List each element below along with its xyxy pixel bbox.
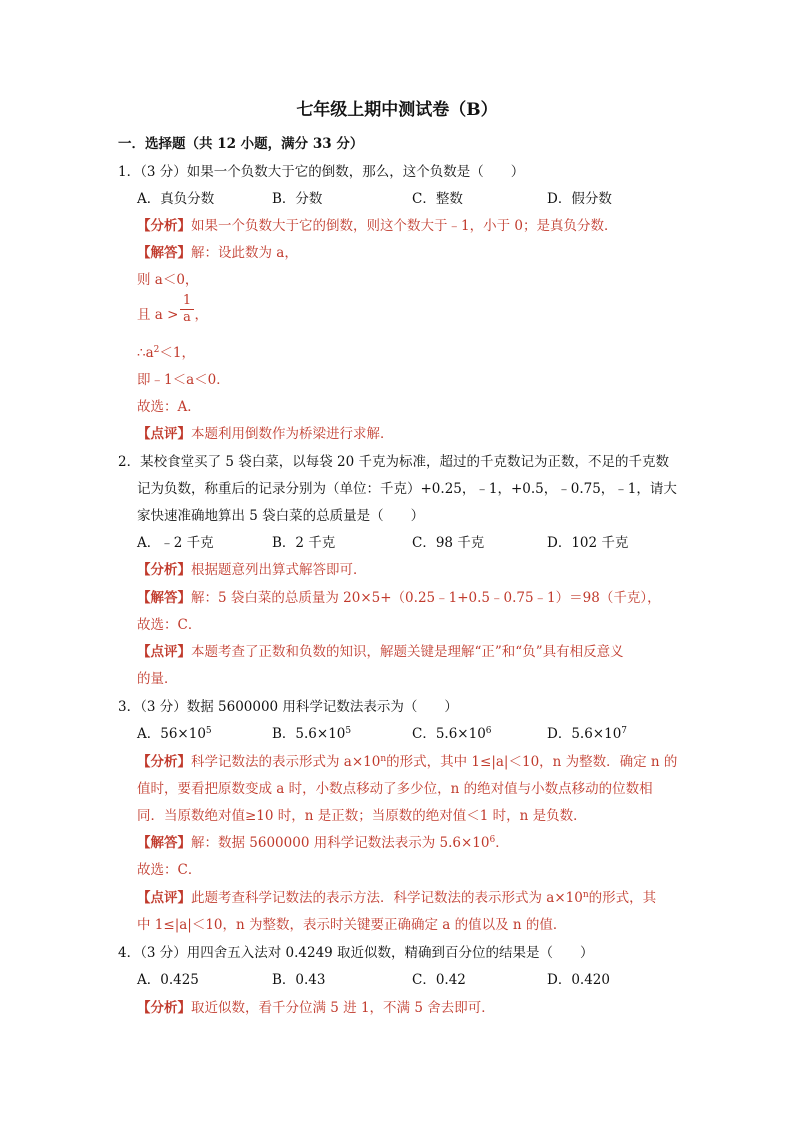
answer-tag: 【解答】 xyxy=(137,245,191,261)
q3-comment-line-1: 【点评】此题考查科学记数法的表示方法．科学记数法的表示形式为 $a\times 10^n$的形式，其 xyxy=(137,890,657,906)
q1-answer: 【解答】解：设此数为 a， xyxy=(137,245,298,261)
q2-choose: 故选：C． xyxy=(137,617,202,633)
q1-option-c: C．整数 xyxy=(412,191,463,207)
q3-option-d: D．$5.6\times 10^7$ xyxy=(547,726,628,742)
q3-option-b: B．$5.6\times 10^5$ xyxy=(272,726,352,742)
q2-option-a: A．﹣2 千克 xyxy=(137,535,214,551)
fraction-denominator: a xyxy=(183,310,191,325)
q2-option-b: B．2 千克 xyxy=(272,535,336,551)
q2-option-c: C．98 千克 xyxy=(412,535,485,551)
q2-answer: 【解答】解：5 袋白菜的总质量为 20×5+（0.25﹣1+0.5﹣0.75﹣1）＝98（千克）， xyxy=(137,590,661,606)
q1-step-3: $\therefore a^2<1$， xyxy=(137,345,195,361)
q3-choose: 故选：C． xyxy=(137,862,202,878)
q4-option-d: D．0.420 xyxy=(547,972,610,988)
q1-option-d: D．假分数 xyxy=(547,191,612,207)
q1-step-2: 且 a > ， xyxy=(137,307,208,323)
q1-comment: 【点评】本题利用倒数作为桥梁进行求解． xyxy=(137,426,394,442)
q1-stem: 1．（3 分）如果一个负数大于它的倒数，那么，这个负数是（ ） xyxy=(118,164,525,180)
q3-comment-line-2: 中 1≤|a|＜10，n 为整数，表示时关键要正确确定 a 的值以及 n 的值． xyxy=(137,917,567,933)
q2-stem-line-1: 2．某校食堂买了 5 袋白菜，以每袋 20 千克为标准，超过的千克数记为正数，不足的千克数 xyxy=(118,454,670,470)
q3-option-a: A．$56\times 10^5$ xyxy=(137,726,212,742)
q1-option-b: B．分数 xyxy=(272,191,323,207)
q4-analysis: 【分析】取近似数，看千分位满 5 进 1，不满 5 舍去即可． xyxy=(137,1000,495,1016)
analysis-tag: 【分析】 xyxy=(137,218,191,234)
q2-stem-line-3: 家快速准确地算出 5 袋白菜的总质量是（ ） xyxy=(137,508,425,524)
q3-analysis-line-1: 【分析】科学记数法的表示形式为 $a\times 10^n$的形式，其中 1≤|a|＜10，n 为整数．确定 n 的 xyxy=(137,754,678,770)
q2-comment-line-1: 【点评】本题考查了正数和负数的知识，解题关键是理解“正”和“负”具有相反意义 xyxy=(137,644,624,660)
q1-fraction xyxy=(180,294,194,325)
q2-stem-line-2: 记为负数，称重后的记录分别为（单位：千克）+0.25，﹣1，+0.5，﹣0.75，﹣1，请大 xyxy=(137,481,677,497)
q2-analysis: 【分析】根据题意列出算式解答即可． xyxy=(137,562,367,578)
q4-option-c: C．0.42 xyxy=(412,972,466,988)
q3-analysis-line-2: 值时，要看把原数变成 a 时，小数点移动了多少位，n 的绝对值与小数点移动的位数相 xyxy=(137,781,653,797)
q1-analysis: 【分析】如果一个负数大于它的倒数，则这个数大于﹣1，小于 0；是真负分数． xyxy=(137,218,618,234)
q2-comment-line-2: 的量． xyxy=(137,671,178,687)
q1-step-4: 即﹣1＜a＜0． xyxy=(137,372,230,388)
q4-stem: 4．（3 分）用四舍五入法对 0.4249 取近似数，精确到百分位的结果是（ ） xyxy=(118,945,594,961)
q3-stem: 3．（3 分）数据 5600000 用科学记数法表示为（ ） xyxy=(118,699,458,715)
q3-option-c: C．$5.6\times 10^6$ xyxy=(412,726,492,742)
q4-option-b: B．0.43 xyxy=(272,972,326,988)
q1-choose: 故选：A． xyxy=(137,399,201,415)
q3-answer: 【解答】解：数据 5600000 用科学记数法表示为 $5.6\times 10^6$． xyxy=(137,835,509,851)
fraction-numerator: 1 xyxy=(182,293,192,308)
page-title: 七年级上期中测试卷（B） xyxy=(296,100,498,120)
comment-tag: 【点评】 xyxy=(137,426,191,442)
section-heading: 一．选择题（共 12 小题，满分 33 分） xyxy=(118,136,364,152)
q2-option-d: D．102 千克 xyxy=(547,535,629,551)
q4-option-a: A．0.425 xyxy=(137,972,199,988)
q1-step-1: 则 a＜0， xyxy=(137,272,199,288)
q3-analysis-line-3: 同．当原数绝对值≥10 时，n 是正数；当原数的绝对值＜1 时，n 是负数． xyxy=(137,808,587,824)
q1-option-a: A．真负分数 xyxy=(137,191,215,207)
